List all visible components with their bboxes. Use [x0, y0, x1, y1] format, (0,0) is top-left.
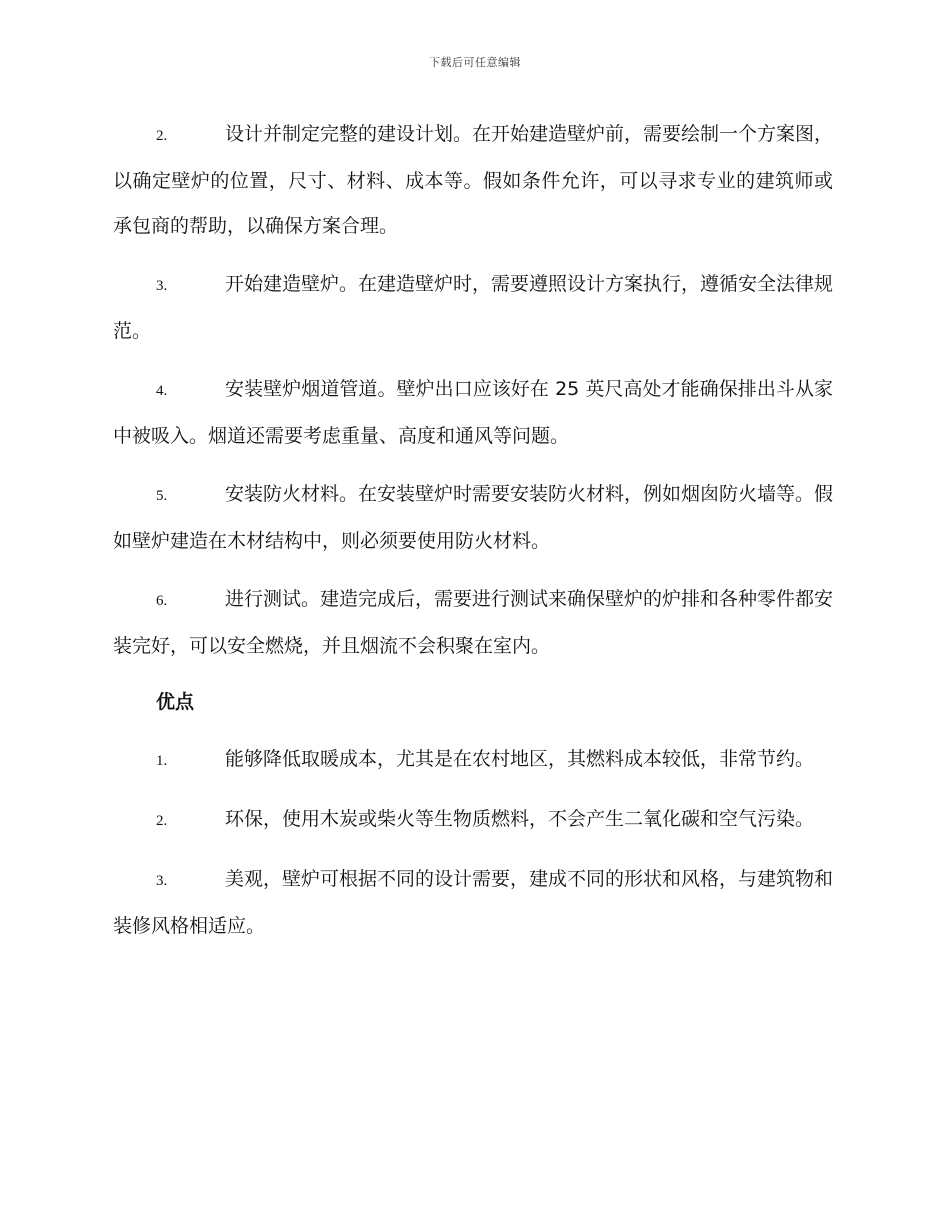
advantage-item: [113, 797, 833, 844]
step-number: 4.: [156, 383, 168, 399]
step-item: [113, 262, 833, 354]
step-text: 安装壁炉烟道管道。壁炉出口应该好在 25 英尺高处才能确保排出斗从家中被吸入。烟道还需要考虑重量、高度和通风等问题。: [113, 378, 833, 447]
step-item: [113, 577, 833, 669]
step-text: 开始建造壁炉。在建造壁炉时，需要遵照设计方案执行，遵循安全法律规范。: [113, 273, 834, 342]
step-item: [113, 472, 833, 564]
page-header: 下载后可任意编辑: [429, 56, 521, 69]
step-number: 2.: [156, 128, 168, 144]
advantage-item: [113, 737, 833, 784]
step-item: [113, 112, 833, 249]
step-item: [113, 367, 833, 459]
advantage-item: [113, 857, 833, 949]
step-number: 3.: [156, 278, 168, 294]
document-body: [113, 112, 833, 962]
advantage-text: 环保，使用木炭或柴火等生物质燃料，不会产生二氧化碳和空气污染。: [225, 808, 815, 830]
advantage-number: 3.: [156, 873, 168, 889]
step-number: 5.: [156, 488, 168, 504]
advantage-number: 1.: [156, 753, 168, 769]
step-number: 6.: [156, 593, 168, 609]
advantage-text: 能够降低取暖成本，尤其是在农村地区，其燃料成本较低，非常节约。: [225, 748, 815, 770]
advantage-text: 美观，壁炉可根据不同的设计需要，建成不同的形状和风格，与建筑物和装修风格相适应。: [113, 868, 834, 937]
advantages-heading: 优点: [156, 691, 195, 713]
step-text: 设计并制定完整的建设计划。在开始建造壁炉前，需要绘制一个方案图，以确定壁炉的位置，尺寸、材料、成本等。假如条件允许，可以寻求专业的建筑师或承包商的帮助，以确保方案合理。: [113, 123, 834, 237]
advantage-number: 2.: [156, 813, 168, 829]
step-text: 安装防火材料。在安装壁炉时需要安装防火材料，例如烟囱防火墙等。假如壁炉建造在木材结构中，则必须要使用防火材料。: [113, 483, 834, 552]
step-text: 进行测试。建造完成后，需要进行测试来确保壁炉的炉排和各种零件都安装完好，可以安全燃烧，并且烟流不会积聚在室内。: [113, 588, 834, 657]
